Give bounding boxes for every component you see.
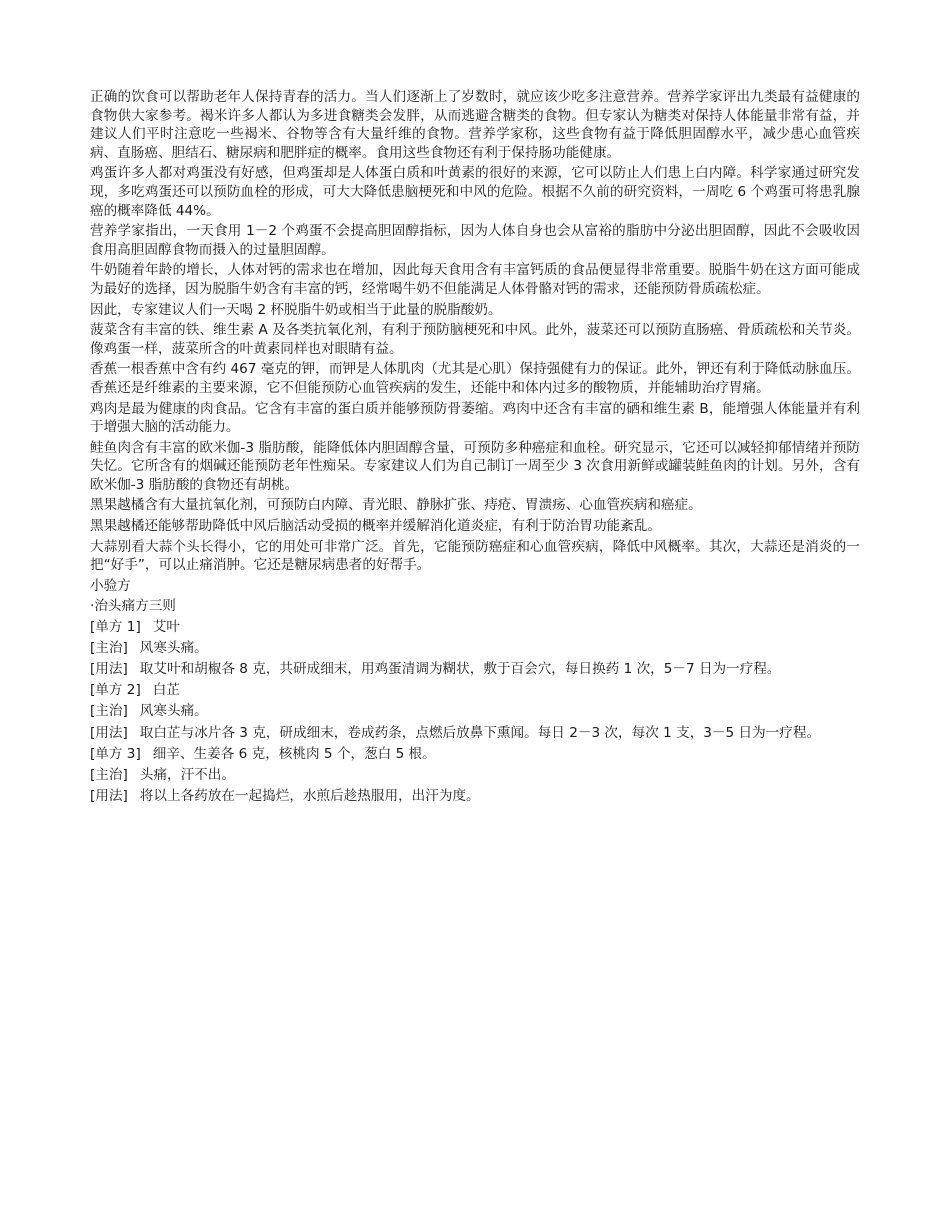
paragraph-milk: 牛奶随着年龄的增长，人体对钙的需求也在增加，因此每天食用含有丰富钙质的食品便显得非常重要。脱脂牛奶在这方面可能成为最好的选择，因为脱脂牛奶含有丰富的钙，经常喝牛奶不但能满足人体骨骼对钙的需求，还能预防骨质疏松症。 xyxy=(90,262,860,297)
article-body xyxy=(90,88,860,575)
recipe-tag: [主治] xyxy=(90,640,128,657)
recipe-line xyxy=(90,766,860,785)
paragraph-intro-brown-rice: 正确的饮食可以帮助老年人保持青春的活力。当人们逐渐上了岁数时，就应该少吃多注意营养。营养学家评出九类最有益健康的食物供大家参考。褐米许多人都认为多进食糖类会发胖，从而逃避含糖类的食物。但专家认为糖类对保持人体能量非常有益，并建议人们平时注意吃一些褐米、谷物等含有大量纤维的食物。营养学家称，这些食物有益于降低胆固醇水平，减少患心血管疾病、直肠癌、胆结石、糖尿病和肥胖症的概率。食用这些食物还有利于保持肠功能健康。 xyxy=(90,89,860,161)
recipe-line xyxy=(90,702,860,721)
paragraph-eggs: 鸡蛋许多人都对鸡蛋没有好感，但鸡蛋却是人体蛋白质和叶黄素的很好的来源，它可以防止人们患上白内障。科学家通过研究发现，多吃鸡蛋还可以预防血栓的形成，可大大降低患脑梗死和中风的危险。根据不久前的研究资料，一周吃 6 个鸡蛋可将患乳腺癌的概率降低 44%。 xyxy=(90,165,860,219)
recipe-text: 头痛，汗不出。 xyxy=(139,766,235,783)
recipe-line xyxy=(90,639,860,658)
recipe-text: 细辛、生姜各 6 克，核桃肉 5 个，葱白 5 根。 xyxy=(152,745,436,762)
recipe-text: 取白芷与冰片各 3 克，研成细末，卷成药条，点燃后放鼻下熏闻。每日 2－3 次，每次 1 支，3－5 日为一疗程。 xyxy=(139,724,821,741)
recipe-line xyxy=(90,618,860,637)
recipe-tag: [主治] xyxy=(90,703,128,720)
recipe-text: 风寒头痛。 xyxy=(139,703,208,720)
section-title: 小验方 xyxy=(90,577,131,594)
recipe-line xyxy=(90,724,860,743)
paragraph-garlic: 大蒜别看大蒜个头长得小，它的用处可非常广泛。首先，它能预防癌症和心血管疾病，降低中风概率。其次，大蒜还是消炎的一把“好手”，可以止痛消肿。它还是糖尿病患者的好帮手。 xyxy=(90,538,860,574)
recipe-tag: [单方 3] xyxy=(90,745,141,762)
recipe-tag: [用法] xyxy=(90,787,128,804)
recipe-tag: [主治] xyxy=(90,766,128,783)
paragraph-spinach: 菠菜含有丰富的铁、维生素 A 及各类抗氧化剂，有利于预防脑梗死和中风。此外，菠菜还可以预防直肠癌、骨质疏松和关节炎。像鸡蛋一样，菠菜所含的叶黄素同样也对眼睛有益。 xyxy=(90,322,860,357)
recipe-line xyxy=(90,681,860,700)
recipe-tag: [单方 1] xyxy=(90,619,141,636)
recipe-text: 白芷 xyxy=(152,682,180,699)
recipe-text: 取艾叶和胡椒各 8 克，共研成细末，用鸡蛋清调为糊状，敷于百会穴，每日换药 1 次，5－7 日为一疗程。 xyxy=(139,661,781,678)
recipe-tag: [单方 2] xyxy=(90,682,141,699)
recipe-text: 风寒头痛。 xyxy=(139,640,208,657)
recipe-line xyxy=(90,745,860,764)
subsection-title: ·治头痛方三则 xyxy=(90,598,176,615)
paragraph-bilberry-stroke: 黑果越橘还能够帮助降低中风后脑活动受损的概率并缓解消化道炎症，有利于防治胃功能紊乱。 xyxy=(90,518,661,535)
paragraph-bilberry: 黑果越橘含有大量抗氧化剂，可预防白内障、青光眼、静脉扩张、痔疮、胃溃疡、心血管疾病和癌症。 xyxy=(90,497,702,514)
recipe-line xyxy=(90,787,860,806)
recipe-text: 艾叶 xyxy=(152,619,180,636)
recipe-list xyxy=(90,618,860,805)
recipe-line xyxy=(90,660,860,679)
paragraph-salmon: 鲑鱼肉含有丰富的欧米伽-3 脂肪酸，能降低体内胆固醇含量，可预防多种癌症和血栓。研究显示，它还可以减轻抑郁情绪并预防失忆。它所含有的烟碱还能预防老年性痴呆。专家建议人们为自己制订一周至少 3 次食用新鲜或罐装鲑鱼肉的计划。另外，含有欧米伽-3 脂肪酸的食物还有胡桃。 xyxy=(90,439,860,493)
document-page xyxy=(90,88,860,808)
recipe-tag: [用法] xyxy=(90,661,128,678)
paragraph-eggs-cholesterol: 营养学家指出，一天食用 1－2 个鸡蛋不会提高胆固醇指标，因为人体自身也会从富裕的脂肪中分泌出胆固醇，因此不会吸收因食用高胆固醇食物而摄入的过量胆固醇。 xyxy=(90,223,860,258)
paragraph-banana: 香蕉一根香蕉中含有约 467 毫克的钾，而钾是人体肌肉（尤其是心肌）保持强健有力的保证。此外，钾还有利于降低动脉血压。香蕉还是纤维素的主要来源，它不但能预防心血管疾病的发生，还能中和体内过多的酸物质，并能辅助治疗胃痛。 xyxy=(90,361,860,396)
recipe-text: 将以上各药放在一起捣烂，水煎后趁热服用，出汗为度。 xyxy=(139,787,480,804)
recipe-tag: [用法] xyxy=(90,724,128,741)
paragraph-chicken: 鸡肉是最为健康的肉食品。它含有丰富的蛋白质并能够预防骨萎缩。鸡肉中还含有丰富的硒和维生素 B，能增强人体能量并有利于增强大脑的活动能力。 xyxy=(90,400,860,436)
paragraph-milk-advice: 因此，专家建议人们一天喝 2 杯脱脂牛奶或相当于此量的脱脂酸奶。 xyxy=(90,301,502,318)
